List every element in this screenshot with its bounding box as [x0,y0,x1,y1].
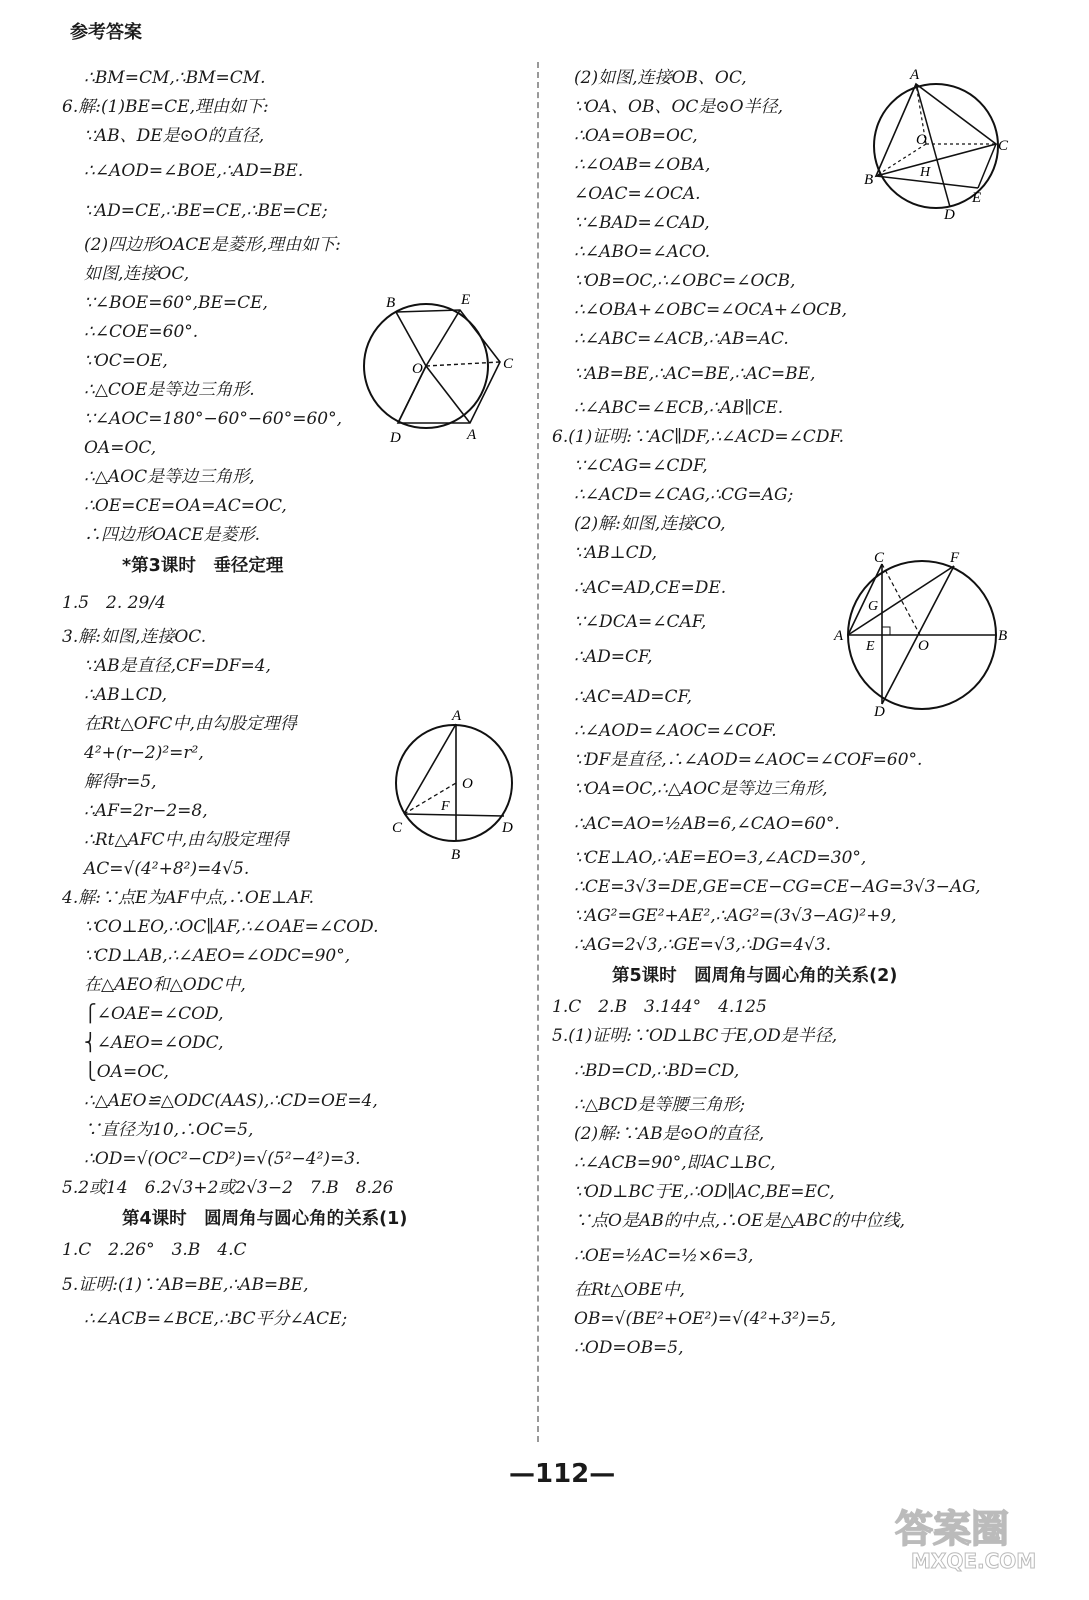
fig4-label-O: O [918,638,929,654]
right-line: ∴∠ABC=∠ACB,∴AB=AC. [574,329,789,349]
fig2-label-A: A [452,708,462,724]
figure-diameter-circle [830,548,1010,718]
right-line: ∵∠DCA=∠CAF, [574,612,707,632]
left-line: ∴OD=√(OC²−CD²)=√(5²−4²)=3. [84,1149,361,1169]
left-line: 1.5 2. 29/4 [62,593,166,613]
left-line: ∴△AOC是等边三角形, [84,467,255,487]
right-line: ∵OB=OC,∴∠OBC=∠OCB, [574,271,796,291]
left-line: ∵AB、DE是⊙O的直径, [84,126,265,146]
left-line: ⎩OA=OC, [84,1062,169,1082]
right-line: ∴∠ACD=∠CAG,∴CG=AG; [574,485,794,505]
left-line: 在Rt△OFC中,由勾股定理得 [84,714,297,734]
left-line: 5.证明:(1)∵AB=BE,∴AB=BE, [62,1275,309,1295]
watermark-logo [887,1502,1067,1574]
fig4-label-F: F [950,550,960,566]
fig3-label-C: C [998,138,1009,154]
left-line: 4.解:∵点E为AF中点,∴OE⊥AF. [62,888,314,908]
fig3-label-O: O [916,132,927,148]
right-line: 1.C 2.B 3.144° 4.125 [552,997,767,1017]
left-line: ⎧∠OAE=∠COD, [84,1004,224,1024]
left-line: ∴∠COE=60°. [84,322,199,342]
left-line: OA=OC, [84,438,157,458]
left-line: ∵直径为10,∴OC=5, [84,1120,254,1140]
left-line: ∴BM=CM,∴BM=CM. [84,68,266,88]
fig1-label-B: B [386,295,396,311]
right-line: ∴∠AOD=∠AOC=∠COF. [574,721,777,741]
right-line: 在Rt△OBE中, [574,1280,685,1300]
right-line: (2)解:∵AB是⊙O的直径, [574,1124,765,1144]
left-line: ∵∠AOC=180°−60°−60°=60°, [84,409,343,429]
right-line: ∵AG²=GE²+AE²,∴AG²=(3√3−AG)²+9, [574,906,897,926]
fig4-label-A: A [834,628,844,644]
right-line: ∴AC=AD,CE=DE. [574,578,727,598]
watermark-text: 答案圈 [895,1507,1010,1551]
fig1-label-D: D [390,430,401,446]
right-line: ∵AB⊥CD, [574,543,658,563]
left-line: ∴△AEO≌△ODC(AAS),∴CD=OE=4, [84,1091,378,1111]
left-line: 1.C 2.26° 3.B 4.C [62,1240,247,1260]
fig4-label-G: G [868,599,879,614]
right-line: ∴OD=OB=5, [574,1338,684,1358]
fig3-label-A: A [910,67,920,83]
fig4-label-B: B [998,628,1008,644]
figure-triangle-circle [860,64,1020,224]
left-line: ∴△COE是等边三角形. [84,380,255,400]
fig1-label-E: E [461,292,471,308]
left-line: 4²+(r−2)²=r², [84,743,204,763]
left-line: ∵CO⊥EO,∴OC∥AF,∴∠OAE=∠COD. [84,917,379,937]
left-line: 5.2或14 6.2√3+2或2√3−2 7.B 8.26 [62,1178,394,1198]
figure-hexagon-circle [360,290,520,450]
left-line: ∴OE=CE=OA=AC=OC, [84,496,287,516]
fig3-label-D: D [944,207,955,223]
right-line: ∴BD=CD,∴BD=CD, [574,1061,740,1081]
fig3-label-E: E [972,190,982,206]
right-line: ∵CE⊥AO,∴AE=EO=3,∠ACD=30°, [574,848,867,868]
fig2-label-C: C [392,820,403,836]
left-line: ∴四边形OACE是菱形. [84,525,261,545]
right-line: ∴OA=OB=OC, [574,126,698,146]
right-line: ∵DF是直径,∴∠AOD=∠AOC=∠COF=60°. [574,750,923,770]
fig2-label-B: B [451,847,461,863]
left-line: (2)四边形OACE是菱形,理由如下: [84,235,341,255]
figure-chord-circle [392,706,522,866]
right-line: ∴∠OAB=∠OBA, [574,155,711,175]
fig2-label-O: O [462,776,473,792]
left-line: 6.解:(1)BE=CE,理由如下: [62,97,269,117]
fig4-label-D: D [874,704,885,718]
page-number: —112— [509,1459,616,1489]
left-line: 如图,连接OC, [84,264,190,284]
right-line: 第5课时 圆周角与圆心角的关系(2) [612,966,898,986]
left-line: ∴AF=2r−2=8, [84,801,208,821]
right-line: OB=√(BE²+OE²)=√(4²+3²)=5, [574,1309,837,1329]
left-line: AC=√(4²+8²)=4√5. [84,859,250,879]
page-header: 参考答案 [70,22,142,43]
right-line: ∴∠ABC=∠ECB,∴AB∥CE. [574,398,784,418]
left-line: ⎨∠AEO=∠ODC, [84,1033,224,1053]
fig1-label-A: A [467,427,477,443]
right-line: ∵∠CAG=∠CDF, [574,456,708,476]
right-line: ∴AD=CF, [574,647,653,667]
right-line: ∴∠OBA+∠OBC=∠OCA+∠OCB, [574,300,848,320]
right-line: (2)如图,连接OB、OC, [574,68,747,88]
fig4-label-E: E [866,639,875,654]
right-line: ∵AB=BE,∴AC=BE,∴AC=BE, [574,364,816,384]
fig1-label-C: C [503,356,514,372]
right-line: ∵OA、OB、OC是⊙O半径, [574,97,783,117]
right-line: ∵OA=OC,∴△AOC是等边三角形, [574,779,828,799]
right-line: ∵OD⊥BC于E,∴OD∥AC,BE=EC, [574,1182,835,1202]
fig2-label-D: D [502,820,513,836]
left-line: ∵AB是直径,CF=DF=4, [84,656,271,676]
right-line: ∠OAC=∠OCA. [574,184,701,204]
left-column [62,64,532,1334]
right-line: ∴CE=3√3=DE,GE=CE−CG=CE−AG=3√3−AG, [574,877,981,897]
right-line: ∴∠ACB=90°,即AC⊥BC, [574,1153,776,1173]
watermark-site: MXQE.COM [911,1549,1037,1573]
left-line: ∴AB⊥CD, [84,685,168,705]
left-line: ∵CD⊥AB,∴∠AEO=∠ODC=90°, [84,946,351,966]
fig4-label-C: C [874,550,885,566]
right-line: ∴∠ABO=∠ACO. [574,242,711,262]
left-line: ∵∠BOE=60°,BE=CE, [84,293,268,313]
right-line: ∴△BCD是等腰三角形; [574,1095,746,1115]
right-line: ∴AG=2√3,∴GE=√3,∴DG=4√3. [574,935,832,955]
fig3-label-B: B [864,172,874,188]
left-line: *第3课时 垂径定理 [122,556,284,576]
left-line: ∵AD=CE,∴BE=CE,∴BE=CE; [84,201,328,221]
right-line: ∴OE=½AC=½×6=3, [574,1246,754,1266]
left-line: ∴Rt△AFC中,由勾股定理得 [84,830,290,850]
left-line: 解得r=5, [84,772,157,792]
left-line: ∴∠ACB=∠BCE,∴BC平分∠ACE; [84,1309,348,1329]
left-line: 3.解:如图,连接OC. [62,627,207,647]
right-line: ∴AC=AD=CF, [574,687,693,707]
right-line: ∵∠BAD=∠CAD, [574,213,710,233]
left-line: 在△AEO和△ODC中, [84,975,246,995]
right-line: 6.(1)证明:∵AC∥DF,∴∠ACD=∠CDF. [552,427,844,447]
fig2-label-F: F [441,799,450,814]
right-line: 5.(1)证明:∵OD⊥BC于E,OD是半径, [552,1026,838,1046]
fig3-label-H: H [920,165,931,180]
left-line: 第4课时 圆周角与圆心角的关系(1) [122,1209,408,1229]
column-divider [537,62,539,1442]
left-line: ∴∠AOD=∠BOE,∴AD=BE. [84,161,304,181]
left-line: ∵OC=OE, [84,351,168,371]
right-line: (2)解:如图,连接CO, [574,514,726,534]
fig1-label-O: O [412,361,423,377]
right-line: ∴AC=AO=½AB=6,∠CAO=60°. [574,814,840,834]
right-line: ∵点O是AB的中点,∴OE是△ABC的中位线, [574,1211,906,1231]
